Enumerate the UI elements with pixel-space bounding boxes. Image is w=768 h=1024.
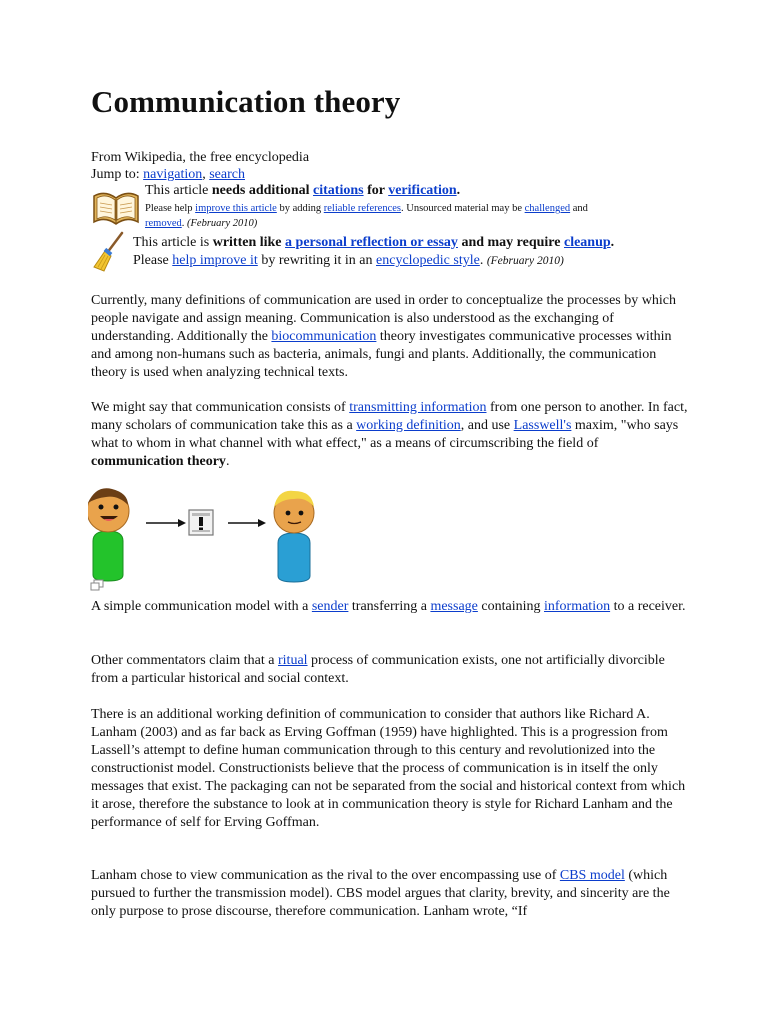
communication-model-figure[interactable] <box>88 483 348 593</box>
verification-link[interactable]: verification <box>388 183 457 198</box>
notice-citations-headline: This article needs additional citations for verification. <box>145 183 461 198</box>
notice-style-headline: This article is written like a personal reflection or essay and may require cleanup. <box>133 235 615 250</box>
figure-caption: A simple communication model with a sender transferring a message containing information to a receiver. <box>91 599 686 614</box>
jump-to-bar <box>91 167 245 183</box>
cbs-model-link[interactable]: CBS model <box>559 868 625 883</box>
citations-link[interactable]: citations <box>313 183 364 198</box>
notice-citations-date: (February 2010) <box>187 218 258 229</box>
arrow-icon <box>228 519 266 527</box>
enlarge-icon[interactable] <box>90 579 104 591</box>
jump-to-label: Jump to: <box>91 167 140 182</box>
personal-reflection-link[interactable]: a personal reflection or essay <box>285 235 458 250</box>
jump-search-link[interactable]: search <box>209 167 245 182</box>
jump-navigation-link[interactable]: navigation <box>143 167 203 182</box>
paragraph-intro: Currently, many definitions of communication are used in order to conceptualize the processes by which people navigate and assign meaning. Communication is also understood as the exchanging of understanding. Additionally the biocommunication theory investigates communicative processes within and among non-humans such as bacteria, animals, fungi and plants. Additionally, the communication theory is used when analyzing technical texts. <box>91 293 676 380</box>
arrow-icon <box>146 519 186 527</box>
working-definition-link[interactable]: working definition <box>356 418 461 433</box>
page-title: Communication theory <box>91 84 401 119</box>
notice-citations-detail: Please help improve this article by adding reliable references. Unsourced material may be challenged and removed. (February 2010) <box>145 203 588 229</box>
challenged-link[interactable]: challenged <box>524 203 571 214</box>
notice-style <box>133 235 693 269</box>
tagline: From Wikipedia, the free encyclopedia <box>91 150 310 165</box>
broom-icon <box>92 231 128 273</box>
sender-link[interactable]: sender <box>311 599 349 614</box>
book-icon <box>91 186 141 228</box>
receiver-figure-icon <box>274 491 314 582</box>
paragraph-constructionist: There is an additional working definition of communication to consider that authors like Richard A. Lanham (2003) and as far back as Erving Goffman (1959) have highlighted. This is a progression from Lassell’s attempt to define human communication through to this century and revolutionized into the constructionist model. Constructionists believe that the process of communication is in itself the only messages that exist. The packaging can not be separated from the social and historical context from which it arose, therefore the substance to look at in communication theory is style for Richard Lanham and the performance of self for Erving Goffman. <box>91 707 686 830</box>
removed-link[interactable]: removed <box>145 218 182 229</box>
reliable-references-link[interactable]: reliable references <box>323 203 401 214</box>
paragraph-definition: We might say that communication consists of transmitting information from one person to another. In fact, many scholars of communication take this as a working definition, and use Lasswell's maxim, "who says what to whom in what channel with what effect," as a means of circumscribing the field of communication theory. <box>91 400 688 469</box>
jump-separator: , <box>202 167 206 182</box>
biocommunication-link[interactable]: biocommunication <box>271 329 377 344</box>
improve-article-link[interactable]: improve this article <box>195 203 277 214</box>
ritual-link[interactable]: ritual <box>278 653 308 668</box>
transmitting-information-link[interactable]: transmitting information <box>349 400 487 415</box>
information-link[interactable]: information <box>543 599 611 614</box>
paragraph-ritual: Other commentators claim that a ritual process of communication exists, one not artificially divorcible from a particular historical and social context. <box>91 653 665 686</box>
cleanup-link[interactable]: cleanup <box>563 235 611 250</box>
notice-citations <box>145 183 685 231</box>
notice-style-detail: Please help improve it by rewriting it in an encyclopedic style. (February 2010) <box>133 253 564 268</box>
message-link[interactable]: message <box>430 599 478 614</box>
help-improve-link[interactable]: help improve it <box>172 253 258 268</box>
encyclopedic-style-link[interactable]: encyclopedic style <box>376 253 480 268</box>
sender-figure-icon <box>88 488 129 581</box>
notice-style-date: (February 2010) <box>486 255 564 267</box>
paragraph-lanham: Lanham chose to view communication as the rival to the over encompassing use of CBS model (which pursued to further the transmission model). CBS model argues that clarity, brevity, and sincerity are the only purpose to prose discourse, therefore communication. Lanham wrote, “If <box>91 868 670 919</box>
message-icon <box>189 510 213 535</box>
lasswell-link[interactable]: Lasswell's <box>513 418 572 433</box>
